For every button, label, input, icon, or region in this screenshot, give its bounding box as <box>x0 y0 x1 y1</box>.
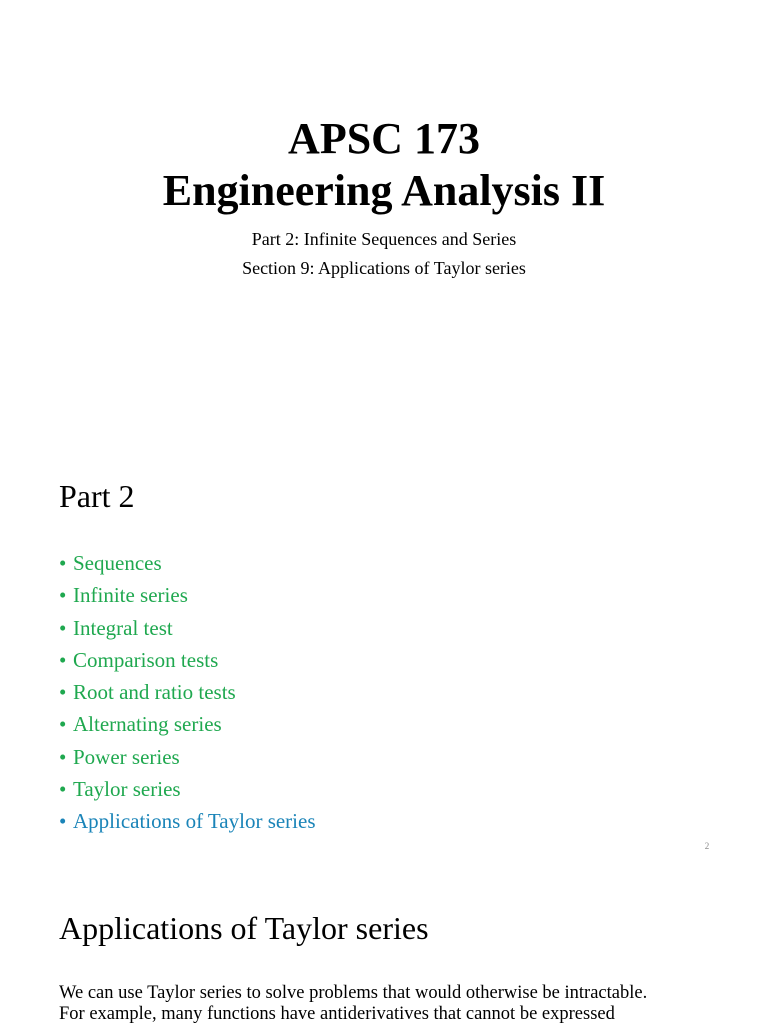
course-title: Engineering Analysis II <box>162 166 606 215</box>
bullet: • <box>59 647 67 672</box>
part-subtitle: Part 2: Infinite Sequences and Series <box>251 229 517 249</box>
bullet: • <box>59 777 67 802</box>
page-number: 2 <box>704 841 710 851</box>
bullet: • <box>59 583 67 608</box>
topic-label: Alternating series <box>73 712 222 737</box>
topic-item <box>59 708 316 740</box>
topic-label: Applications of Taylor series <box>73 809 316 834</box>
body-line: For example, many functions have antiderivatives that cannot be expressed <box>59 1004 615 1024</box>
bullet: • <box>59 712 67 737</box>
body-line: We can use Taylor series to solve problems that would otherwise be intractable. <box>59 983 648 1003</box>
body-text <box>59 983 719 1024</box>
topic-item <box>59 676 316 708</box>
outline-slide <box>0 432 768 864</box>
topic-label: Root and ratio tests <box>73 680 236 705</box>
topic-item <box>59 579 316 611</box>
topic-label: Integral test <box>73 615 173 640</box>
topic-item <box>59 644 316 676</box>
bullet: • <box>59 551 67 575</box>
topic-label: Taylor series <box>73 777 181 802</box>
topic-item <box>59 547 316 579</box>
topic-label: Comparison tests <box>73 647 219 672</box>
bullet: • <box>59 615 67 640</box>
bullet: • <box>59 744 67 769</box>
topic-item <box>59 741 316 773</box>
topic-item-current <box>59 805 316 837</box>
course-code: APSC 173 <box>288 114 480 163</box>
applications-heading: Applications of Taylor series <box>59 910 429 946</box>
section-subtitle: Section 9: Applications of Taylor series <box>242 258 526 278</box>
bullet: • <box>59 680 67 705</box>
topic-item <box>59 773 316 805</box>
topic-label: Infinite series <box>73 583 188 608</box>
applications-slide <box>0 864 768 1024</box>
topic-list <box>59 547 316 838</box>
bullet: • <box>59 809 67 834</box>
topic-item <box>59 612 316 644</box>
outline-heading: Part 2 <box>59 478 135 514</box>
topic-label: Sequences <box>73 551 162 575</box>
title-slide <box>0 0 768 432</box>
topic-label: Power series <box>73 744 180 769</box>
